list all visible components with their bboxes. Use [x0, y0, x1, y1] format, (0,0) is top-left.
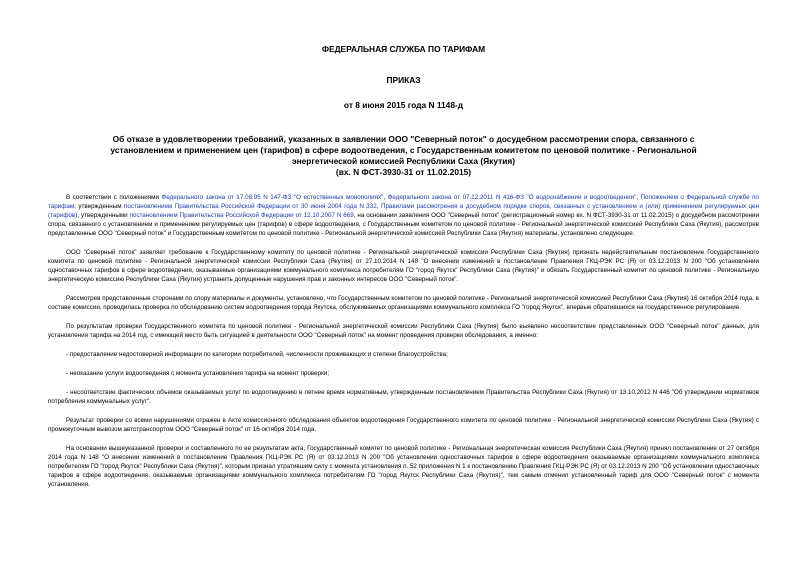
- list-item-no-service: - неоказание услуги водоотведения с момента установления тарифа на момент проверки;: [66, 370, 330, 377]
- link-law-147[interactable]: Федерального закона от 17.08.95 N 147-ФЗ "О естественных монополиях": [161, 194, 384, 201]
- paragraph-claim: ООО "Северный поток" заявляет требование к Государственному комитету по ценовой политике - Региональной энергетической комиссии Республики Саха (Якутия) признать недействительным постановление Государственного комитета по ценовой политике - Региональной энергетической комиссии Республики Саха (Якутия) от 27.10.2014 N 148 "О внесении изменений в постановление Правления ГКЦ-РЭК РС (Я) от 03.12.2013 N 200 "Об установлении одноставочных тарифов в сфере водоотведения, оказываемые организациями коммунального комплекса потребителям ГО "город Якутск" Республики Саха (Якутия)" и обязать Государственный комитет по ценовой политике - Региональную энергетическую комиссию Республики Саха (Якутия) устранить допущенные нарушения прав и законных интересов ООО "Северный поток".: [48, 249, 759, 283]
- document-date-number: от 8 июня 2015 года N 1148-д: [343, 100, 464, 110]
- text-run: , утвержденными: [77, 212, 130, 219]
- link-law-416[interactable]: Федерального закона от 07.12.2011 N 416-ФЗ "О водоснабжении и водоотведении": [387, 194, 637, 201]
- paragraph-decision: На основании вышеуказанной проверки и составленного по ее результатам акта, Государственный комитет по ценовой политике - Региональная энергетическая комиссия Республики Саха (Якутия) принял постановление от 27 октября 2014 года N 148 "О внесении изменений в постановление Правления ГКЦ-РЭК РС (Я) от 03.12.2013 N 200 "Об установлении одноставочных тарифов в сфере водоотведения оказываемые организациями коммунального комплекса потребителям ГО "город Якутск" Республики Саха (Якутия)", которым признал утратившим силу с момента установления п. 52 приложения N 1 к постановлению Правления ГКЦ-РЭК РС (Я) от 03.12.2013 N 200 "Об установлении одноставочных тарифов в сфере водоотведения, оказываемые организациями коммунального комплекса потребителям ГО "город Якутск Республики Саха (Якутия)", тем самым отменил установленный тариф для ООО "Северный поток" с момента установления.: [48, 445, 759, 488]
- text-run: ,: [376, 203, 381, 210]
- paragraph-findings: По результатам проверки Государственного комитета по ценовой политике - Региональной энергетической комиссии Республики Саха (Якутия) было выявлено несоответствие представленных ООО "Северный поток" данных, для установления тарифа на 2014 год, с имеющей место быть ситуацией в деятельности ООО "Северный поток" на момент проведения проверки обследования, а именно:: [48, 323, 759, 339]
- paragraph-act: Результат проверки со всеми нарушениями отражен в Акте комиссионного обследования объектов водоотведения Государственного комитета по ценовой политике - Региональной энергетической комиссии Республики Саха (Якутия) с промежуточным вывозом автотранспортом ООО "Северный поток" от 16 октября 2014 года.: [48, 417, 759, 433]
- paragraph-legal-basis: [48, 193, 759, 238]
- title-sub: (вх. N ФСТ-3930-31 от 11.02.2015): [335, 167, 472, 177]
- document-type-heading: ПРИКАЗ: [386, 75, 421, 85]
- paragraph-inspection: Рассмотрев представленные сторонами по спору материалы и документы, установлено, что Государственным комитетом по ценовой политике - Региональной энергетической комиссией Республики Саха (Якутия) 16 октября 2014 года, в составе комиссии, проводилась проверка по обследованию систем водоотведения города Якутска, обслуживаемых организациями коммунального комплекса ГО "город Якутск", впервые обратившихся на государственное регулирование.: [48, 295, 759, 311]
- document-body: [48, 193, 759, 489]
- text-run: , на основании заявления ООО "Северный поток" (регистрационный номер вх. N ФСТ-3930-31 от 11.02.2015) о досудебном рассмотрении спора, связанного с установлением и применением регулируемых цен (тарифов) в сфере водоотведения, с Государственным комитетом по ценовой политике - Региональной энергетической комиссией Республики Саха (Якутия), рассмотрев представленные ООО "Северный поток" и Государственным комитетом по ценовой политике - Региональной энергетической комиссией Республики Саха (Якутия) материалы, установлено следующее.: [48, 212, 759, 237]
- text-run: В соответствии с положениями: [66, 194, 162, 201]
- link-resolution-332[interactable]: постановлением Правительства Российской Федерации от 30 июня 2004 года N 332: [124, 203, 377, 210]
- link-fst-regulation[interactable]: Положением о Федеральной службе по тарифам: [48, 194, 759, 210]
- link-dispute-rules[interactable]: Правилами рассмотрения в досудебном порядке споров, связанных с установлением и (или) применением регулируемых цен (тарифов): [48, 203, 759, 219]
- list-item-volume-mismatch: - несоответствие фактических объемов оказываемых услуг по водоотведению в летнее время нормативным, утвержденным постановлением Правительства Республики Саха (Якутия) от 13.10.2012 N 446 "Об утверждении нормативов потребления коммунальных услуг".: [48, 389, 759, 405]
- title-main: Об отказе в удовлетворении требований, указанных в заявлении ООО "Северный поток" о досудебном рассмотрении спора, связанного с установлением и применением цен (тарифов) в сфере водоотведения, с Государственным комитетом по ценовой политике - Региональной энергетической комиссией Республики Саха (Якутия): [110, 134, 697, 166]
- text-run: ,: [636, 194, 641, 201]
- text-run: , утвержденным: [74, 203, 125, 210]
- agency-heading: ФЕДЕРАЛЬНАЯ СЛУЖБА ПО ТАРИФАМ: [321, 44, 486, 54]
- list-item-false-info: - предоставление недостоверной информации по категории потребителей, численности проживающих и степени благоустройства;: [66, 351, 448, 358]
- document-title: [88, 134, 719, 178]
- link-resolution-669[interactable]: постановлением Правительства Российской Федерации от 12.10.2007 N 669: [129, 212, 354, 219]
- text-run: ,: [383, 194, 388, 201]
